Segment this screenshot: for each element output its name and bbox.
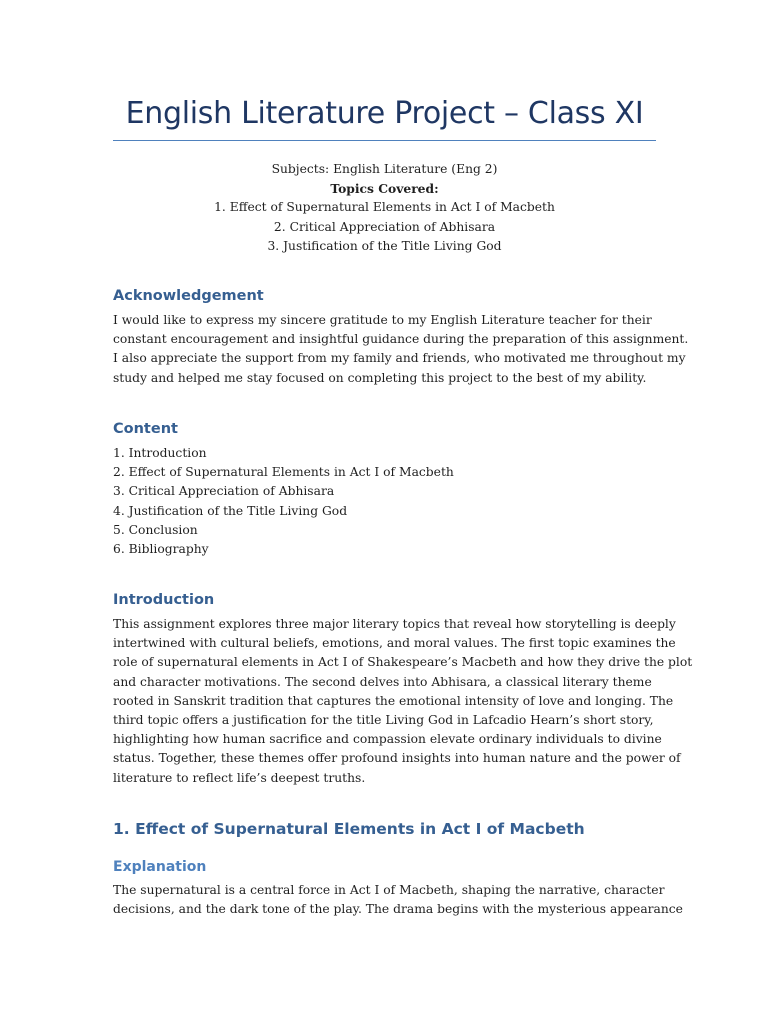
paragraph-line: literature to reflect life’s deepest truths. (113, 770, 366, 785)
acknowledgement-heading: Acknowledgement (113, 288, 264, 304)
topic-item-1: 1. Effect of Supernatural Elements in Act I of Macbeth (214, 200, 555, 215)
subtitle-block (113, 160, 656, 256)
content-item: 3. Critical Appreciation of Abhisara (113, 484, 335, 499)
title-underline (113, 140, 656, 141)
paragraph-line: study and helped me stay focused on completing this project to the best of my ability. (113, 370, 647, 385)
paragraph-line: I would like to express my sincere gratitude to my English Literature teacher for their (113, 313, 652, 327)
explanation-paragraph (113, 881, 683, 919)
paragraph-line: highlighting how human sacrifice and compassion elevate ordinary individuals to divine (113, 732, 662, 747)
acknowledgement-paragraph (113, 311, 689, 388)
introduction-heading: Introduction (113, 592, 215, 608)
introduction-paragraph (113, 615, 693, 788)
paragraph-line: constant encouragement and insightful guidance during the preparation of this assignment. (113, 332, 689, 347)
content-item: 6. Bibliography (113, 542, 209, 557)
content-heading: Content (113, 421, 178, 437)
document-title: English Literature Project – Class XI (125, 96, 644, 131)
paragraph-line: The supernatural is a central force in Act I of Macbeth, shaping the narrative, character (113, 883, 665, 897)
topic-item-2: 2. Critical Appreciation of Abhisara (273, 219, 496, 234)
content-item: 2. Effect of Supernatural Elements in Act I of Macbeth (113, 465, 454, 480)
content-item: 5. Conclusion (113, 522, 198, 537)
topic-item-3: 3. Justification of the Title Living God (267, 238, 502, 253)
paragraph-line: decisions, and the dark tone of the play. The drama begins with the mysterious appearance (113, 902, 683, 917)
content-item: 1. Introduction (113, 446, 207, 460)
paragraph-line: I also appreciate the support from my family and friends, who motivated me throughout my (113, 351, 686, 366)
paragraph-line: This assignment explores three major literary topics that reveal how storytelling is deeply (113, 617, 676, 631)
topics-heading: Topics Covered: (330, 181, 439, 197)
paragraph-line: rooted in Sanskrit tradition that captures the emotional intensity of love and longing. The (113, 693, 674, 708)
subjects-line: Subjects: English Literature (Eng 2) (271, 162, 498, 176)
content-list (113, 444, 656, 559)
paragraph-line: intertwined with cultural beliefs, emotions, and moral values. The first topic examines the (113, 636, 676, 651)
paragraph-line: status. Together, these themes offer profound insights into human nature and the power of (113, 751, 681, 766)
paragraph-line: and character motivations. The second delves into Abhisara, a classical literary theme (113, 674, 652, 689)
section1-heading: 1. Effect of Supernatural Elements in Act I of Macbeth (113, 820, 585, 838)
paragraph-line: role of supernatural elements in Act I of Shakespeare’s Macbeth and how they drive the plot (113, 655, 693, 670)
explanation-heading: Explanation (113, 859, 207, 875)
paragraph-line: third topic offers a justification for the title Living God in Lafcadio Hearn’s short story, (113, 713, 654, 728)
content-item: 4. Justification of the Title Living God (113, 503, 348, 518)
